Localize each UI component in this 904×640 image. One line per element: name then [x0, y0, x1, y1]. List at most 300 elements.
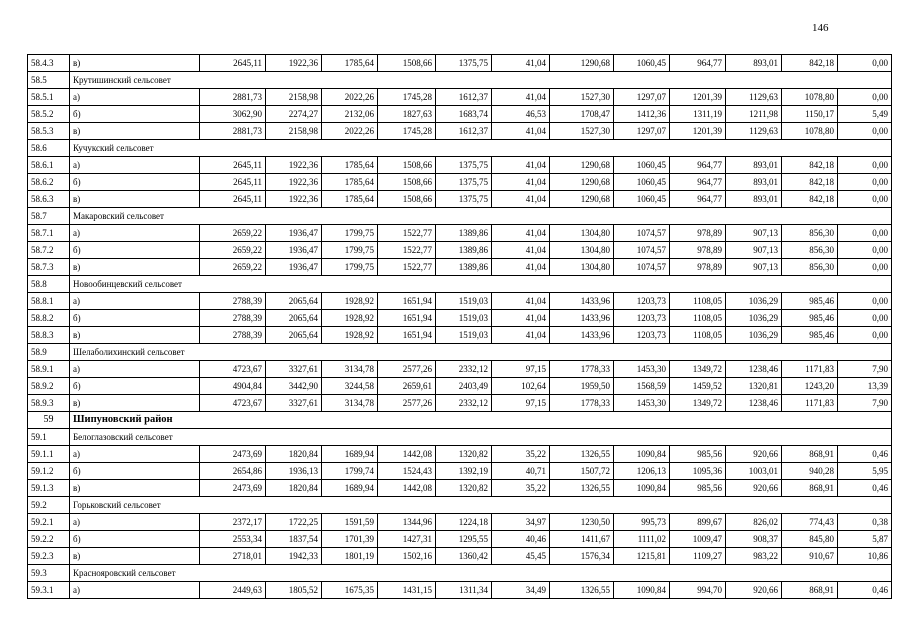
table-cell: 1349,72 [670, 395, 726, 412]
table-cell: 1311,34 [436, 582, 492, 599]
table-cell: 1827,63 [378, 106, 436, 123]
table-cell: 1090,84 [614, 582, 670, 599]
table-cell: 1778,33 [550, 395, 614, 412]
table-cell: 1708,47 [550, 106, 614, 123]
table-cell: 907,13 [726, 259, 782, 276]
table-cell: 1453,30 [614, 395, 670, 412]
table-cell: 2132,06 [322, 106, 378, 123]
table-cell: 0,00 [838, 225, 892, 242]
table-cell: 1311,19 [670, 106, 726, 123]
row-code: 59.3.1 [28, 582, 70, 599]
table-cell: 1389,86 [436, 259, 492, 276]
table-cell: 1036,29 [726, 327, 782, 344]
table-cell: 1074,57 [614, 225, 670, 242]
table-row [28, 225, 892, 242]
table-cell: 1090,84 [614, 480, 670, 497]
table-cell: 1060,45 [614, 157, 670, 174]
table-cell: 0,00 [838, 123, 892, 140]
table-cell: 2332,12 [436, 395, 492, 412]
table-cell: 41,04 [492, 157, 550, 174]
table-cell: 1507,72 [550, 463, 614, 480]
table-cell: 1820,84 [266, 446, 322, 463]
row-variant-label: а) [70, 293, 200, 310]
table-cell: 2577,26 [378, 395, 436, 412]
table-cell: 2659,61 [378, 378, 436, 395]
row-code: 58.6.2 [28, 174, 70, 191]
row-code: 58.8.1 [28, 293, 70, 310]
table-cell: 2881,73 [200, 89, 266, 106]
table-cell: 2788,39 [200, 310, 266, 327]
table-cell: 1527,30 [550, 123, 614, 140]
table-cell: 1785,64 [322, 174, 378, 191]
row-variant-label: в) [70, 327, 200, 344]
table-cell: 2553,34 [200, 531, 266, 548]
table-cell: 1074,57 [614, 259, 670, 276]
table-cell: 1211,98 [726, 106, 782, 123]
table-cell: 0,00 [838, 310, 892, 327]
table-cell: 842,18 [782, 157, 838, 174]
section-header-row [28, 276, 892, 293]
table-cell: 1375,75 [436, 191, 492, 208]
table-cell: 856,30 [782, 242, 838, 259]
row-code: 59.1.2 [28, 463, 70, 480]
row-code: 59.2.1 [28, 514, 70, 531]
table-cell: 1689,94 [322, 480, 378, 497]
table-cell: 1389,86 [436, 242, 492, 259]
table-cell: 2645,11 [200, 191, 266, 208]
table-row [28, 259, 892, 276]
row-code: 58.9.2 [28, 378, 70, 395]
row-code: 58.8.3 [28, 327, 70, 344]
row-code: 58.6 [28, 140, 70, 157]
table-cell: 1722,25 [266, 514, 322, 531]
table-cell: 2403,49 [436, 378, 492, 395]
table-cell: 2718,01 [200, 548, 266, 565]
table-cell: 1785,64 [322, 157, 378, 174]
row-variant-label: а) [70, 514, 200, 531]
table-cell: 0,00 [838, 259, 892, 276]
table-cell: 1651,94 [378, 327, 436, 344]
section-title: Кучукский сельсовет [70, 140, 892, 157]
table-cell: 1290,68 [550, 55, 614, 72]
table-row [28, 582, 892, 599]
table-cell: 1074,57 [614, 242, 670, 259]
table-row [28, 514, 892, 531]
table-cell: 940,28 [782, 463, 838, 480]
table-cell: 1522,77 [378, 225, 436, 242]
table-cell: 868,91 [782, 480, 838, 497]
table-cell: 1238,46 [726, 395, 782, 412]
table-cell: 41,04 [492, 293, 550, 310]
row-code: 58.7.3 [28, 259, 70, 276]
section-header-row [28, 429, 892, 446]
table-cell: 4904,84 [200, 378, 266, 395]
table-cell: 2659,22 [200, 259, 266, 276]
table-cell: 1799,75 [322, 259, 378, 276]
table-cell: 1392,19 [436, 463, 492, 480]
table-cell: 1612,37 [436, 89, 492, 106]
table-cell: 1922,36 [266, 55, 322, 72]
table-cell: 908,37 [726, 531, 782, 548]
table-cell: 4723,67 [200, 395, 266, 412]
table-cell: 2645,11 [200, 55, 266, 72]
table-cell: 41,04 [492, 327, 550, 344]
table-cell: 1109,27 [670, 548, 726, 565]
table-cell: 1349,72 [670, 361, 726, 378]
table-cell: 1326,55 [550, 582, 614, 599]
section-header-row [28, 140, 892, 157]
table-cell: 1090,84 [614, 446, 670, 463]
section-title: Макаровский сельсовет [70, 208, 892, 225]
row-code: 58.4.3 [28, 55, 70, 72]
table-cell: 1129,63 [726, 89, 782, 106]
table-cell: 2473,69 [200, 446, 266, 463]
table-cell: 1936,47 [266, 242, 322, 259]
table-cell: 1224,18 [436, 514, 492, 531]
table-cell: 1651,94 [378, 293, 436, 310]
table-cell: 1442,08 [378, 446, 436, 463]
table-cell: 1375,75 [436, 55, 492, 72]
table-cell: 1150,17 [782, 106, 838, 123]
table-cell: 1203,73 [614, 310, 670, 327]
table-cell: 2065,64 [266, 327, 322, 344]
table-cell: 41,04 [492, 225, 550, 242]
table-cell: 40,46 [492, 531, 550, 548]
row-variant-label: в) [70, 395, 200, 412]
table-row [28, 395, 892, 412]
table-cell: 978,89 [670, 242, 726, 259]
row-variant-label: а) [70, 89, 200, 106]
row-code: 58.7.1 [28, 225, 70, 242]
table-cell: 964,77 [670, 55, 726, 72]
table-cell: 35,22 [492, 480, 550, 497]
table-cell: 0,00 [838, 327, 892, 344]
section-header-row [28, 72, 892, 89]
table-cell: 1078,80 [782, 89, 838, 106]
row-code: 58.5.2 [28, 106, 70, 123]
table-cell: 1290,68 [550, 157, 614, 174]
table-cell: 1003,01 [726, 463, 782, 480]
table-cell: 893,01 [726, 191, 782, 208]
table-cell: 1922,36 [266, 157, 322, 174]
table-cell: 983,22 [726, 548, 782, 565]
table-cell: 34,49 [492, 582, 550, 599]
table-cell: 1078,80 [782, 123, 838, 140]
table-cell: 1203,73 [614, 293, 670, 310]
table-cell: 2788,39 [200, 293, 266, 310]
table-cell: 41,04 [492, 191, 550, 208]
table-row [28, 548, 892, 565]
section-title: Краснояровский сельсовет [70, 565, 892, 582]
table-cell: 41,04 [492, 55, 550, 72]
table-row [28, 480, 892, 497]
table-cell: 1206,13 [614, 463, 670, 480]
table-cell: 0,46 [838, 582, 892, 599]
table-cell: 3062,90 [200, 106, 266, 123]
row-code: 59.1 [28, 429, 70, 446]
table-cell: 1928,92 [322, 293, 378, 310]
table-cell: 41,04 [492, 242, 550, 259]
table-cell: 1431,15 [378, 582, 436, 599]
table-cell: 995,73 [614, 514, 670, 531]
table-cell: 1576,34 [550, 548, 614, 565]
table-cell: 1433,96 [550, 293, 614, 310]
table-cell: 2449,63 [200, 582, 266, 599]
row-code: 58.7.2 [28, 242, 70, 259]
table-cell: 1612,37 [436, 123, 492, 140]
tariff-table [27, 54, 892, 599]
table-cell: 3244,58 [322, 378, 378, 395]
table-cell: 1389,86 [436, 225, 492, 242]
row-variant-label: а) [70, 582, 200, 599]
table-cell: 5,87 [838, 531, 892, 548]
row-code: 58.6.3 [28, 191, 70, 208]
table-cell: 1745,28 [378, 123, 436, 140]
table-cell: 41,04 [492, 123, 550, 140]
row-variant-label: б) [70, 310, 200, 327]
table-cell: 1837,54 [266, 531, 322, 548]
table-cell: 1936,47 [266, 225, 322, 242]
table-cell: 97,15 [492, 361, 550, 378]
table-cell: 985,56 [670, 446, 726, 463]
table-cell: 2473,69 [200, 480, 266, 497]
page-number: 146 [812, 22, 829, 34]
table-cell: 856,30 [782, 259, 838, 276]
table-cell: 1519,03 [436, 310, 492, 327]
table-cell: 1320,82 [436, 446, 492, 463]
table-cell: 35,22 [492, 446, 550, 463]
table-cell: 1320,82 [436, 480, 492, 497]
row-variant-label: б) [70, 531, 200, 548]
table-cell: 1295,55 [436, 531, 492, 548]
table-cell: 2645,11 [200, 174, 266, 191]
table-cell: 1108,05 [670, 327, 726, 344]
row-variant-label: б) [70, 106, 200, 123]
table-cell: 1036,29 [726, 293, 782, 310]
table-cell: 2372,17 [200, 514, 266, 531]
table-cell: 2022,26 [322, 123, 378, 140]
table-cell: 1801,19 [322, 548, 378, 565]
table-row [28, 191, 892, 208]
table-cell: 1928,92 [322, 327, 378, 344]
row-code: 58.6.1 [28, 157, 70, 174]
table-cell: 0,00 [838, 293, 892, 310]
table-row [28, 242, 892, 259]
table-cell: 1442,08 [378, 480, 436, 497]
table-cell: 868,91 [782, 582, 838, 599]
table-cell: 1820,84 [266, 480, 322, 497]
table-cell: 1785,64 [322, 191, 378, 208]
table-row [28, 89, 892, 106]
table-cell: 964,77 [670, 191, 726, 208]
table-cell: 1320,81 [726, 378, 782, 395]
table-cell: 856,30 [782, 225, 838, 242]
table-cell: 10,86 [838, 548, 892, 565]
table-cell: 1375,75 [436, 174, 492, 191]
table-cell: 1009,47 [670, 531, 726, 548]
section-header-row [28, 565, 892, 582]
table-cell: 97,15 [492, 395, 550, 412]
table-cell: 842,18 [782, 174, 838, 191]
table-cell: 985,46 [782, 327, 838, 344]
table-cell: 2065,64 [266, 310, 322, 327]
table-cell: 0,00 [838, 55, 892, 72]
table-cell: 2065,64 [266, 293, 322, 310]
table-cell: 1304,80 [550, 242, 614, 259]
table-cell: 2158,98 [266, 89, 322, 106]
row-variant-label: в) [70, 55, 200, 72]
table-cell: 1942,33 [266, 548, 322, 565]
table-cell: 1238,46 [726, 361, 782, 378]
table-cell: 1527,30 [550, 89, 614, 106]
row-code: 58.5 [28, 72, 70, 89]
table-cell: 45,45 [492, 548, 550, 565]
table-cell: 1805,52 [266, 582, 322, 599]
table-cell: 1203,73 [614, 327, 670, 344]
row-code: 59.2.3 [28, 548, 70, 565]
table-cell: 1427,31 [378, 531, 436, 548]
table-cell: 3134,78 [322, 395, 378, 412]
table-cell: 1799,75 [322, 242, 378, 259]
table-cell: 1290,68 [550, 174, 614, 191]
table-cell: 1519,03 [436, 327, 492, 344]
table-cell: 1922,36 [266, 191, 322, 208]
table-cell: 1201,39 [670, 89, 726, 106]
table-row [28, 106, 892, 123]
table-cell: 1290,68 [550, 191, 614, 208]
table-cell: 1215,81 [614, 548, 670, 565]
table-cell: 2881,73 [200, 123, 266, 140]
table-cell: 102,64 [492, 378, 550, 395]
row-code: 59.2.2 [28, 531, 70, 548]
table-cell: 1524,43 [378, 463, 436, 480]
row-code: 58.9.1 [28, 361, 70, 378]
table-cell: 0,46 [838, 480, 892, 497]
table-cell: 2332,12 [436, 361, 492, 378]
row-code: 58.9.3 [28, 395, 70, 412]
table-cell: 4723,67 [200, 361, 266, 378]
table-cell: 1326,55 [550, 480, 614, 497]
table-cell: 985,46 [782, 293, 838, 310]
row-code: 58.5.3 [28, 123, 70, 140]
table-cell: 985,56 [670, 480, 726, 497]
section-title: Белоглазовский сельсовет [70, 429, 892, 446]
table-cell: 964,77 [670, 174, 726, 191]
table-cell: 1508,66 [378, 157, 436, 174]
table-cell: 1036,29 [726, 310, 782, 327]
table-cell: 1304,80 [550, 259, 614, 276]
table-row [28, 55, 892, 72]
table-cell: 46,53 [492, 106, 550, 123]
table-cell: 1344,96 [378, 514, 436, 531]
table-cell: 1519,03 [436, 293, 492, 310]
table-cell: 41,04 [492, 310, 550, 327]
table-cell: 1651,94 [378, 310, 436, 327]
table-cell: 1936,47 [266, 259, 322, 276]
table-cell: 34,97 [492, 514, 550, 531]
table-cell: 2654,86 [200, 463, 266, 480]
row-variant-label: б) [70, 463, 200, 480]
table-cell: 964,77 [670, 157, 726, 174]
table-cell: 994,70 [670, 582, 726, 599]
row-variant-label: б) [70, 174, 200, 191]
table-cell: 41,04 [492, 89, 550, 106]
table-row [28, 310, 892, 327]
table-cell: 2022,26 [322, 89, 378, 106]
table-cell: 1799,75 [322, 225, 378, 242]
table-cell: 920,66 [726, 446, 782, 463]
table-cell: 893,01 [726, 55, 782, 72]
table-cell: 1936,13 [266, 463, 322, 480]
table-cell: 41,04 [492, 174, 550, 191]
table-body [28, 55, 892, 599]
district-header-row [28, 412, 892, 429]
table-cell: 41,04 [492, 259, 550, 276]
table-cell: 868,91 [782, 446, 838, 463]
table-cell: 1928,92 [322, 310, 378, 327]
table-cell: 774,43 [782, 514, 838, 531]
section-header-row [28, 208, 892, 225]
table-cell: 1171,83 [782, 395, 838, 412]
table-cell: 1108,05 [670, 310, 726, 327]
table-cell: 826,02 [726, 514, 782, 531]
table-cell: 1568,59 [614, 378, 670, 395]
table-cell: 893,01 [726, 157, 782, 174]
table-row [28, 463, 892, 480]
table-cell: 978,89 [670, 225, 726, 242]
row-variant-label: а) [70, 446, 200, 463]
table-cell: 1060,45 [614, 174, 670, 191]
table-cell: 7,90 [838, 395, 892, 412]
table-row [28, 327, 892, 344]
table-cell: 1360,42 [436, 548, 492, 565]
table-cell: 842,18 [782, 55, 838, 72]
section-title: Горьковский сельсовет [70, 497, 892, 514]
table-cell: 1508,66 [378, 191, 436, 208]
table-cell: 1095,36 [670, 463, 726, 480]
row-variant-label: а) [70, 361, 200, 378]
table-cell: 5,95 [838, 463, 892, 480]
table-cell: 899,67 [670, 514, 726, 531]
table-cell: 985,46 [782, 310, 838, 327]
table-cell: 0,00 [838, 89, 892, 106]
row-variant-label: б) [70, 378, 200, 395]
table-row [28, 293, 892, 310]
table-row [28, 446, 892, 463]
table-cell: 1701,39 [322, 531, 378, 548]
table-cell: 1111,02 [614, 531, 670, 548]
table-cell: 0,00 [838, 157, 892, 174]
table-cell: 1689,94 [322, 446, 378, 463]
table-cell: 1412,36 [614, 106, 670, 123]
section-title: Новообинцевский сельсовет [70, 276, 892, 293]
table-cell: 1171,83 [782, 361, 838, 378]
row-code: 58.5.1 [28, 89, 70, 106]
table-cell: 1745,28 [378, 89, 436, 106]
table-cell: 13,39 [838, 378, 892, 395]
table-cell: 1304,80 [550, 225, 614, 242]
row-code: 59.3 [28, 565, 70, 582]
table-row [28, 157, 892, 174]
table-cell: 7,90 [838, 361, 892, 378]
table-cell: 3327,61 [266, 395, 322, 412]
table-cell: 842,18 [782, 191, 838, 208]
table-cell: 3134,78 [322, 361, 378, 378]
table-cell: 1959,50 [550, 378, 614, 395]
table-cell: 1799,74 [322, 463, 378, 480]
table-cell: 0,38 [838, 514, 892, 531]
row-variant-label: в) [70, 123, 200, 140]
